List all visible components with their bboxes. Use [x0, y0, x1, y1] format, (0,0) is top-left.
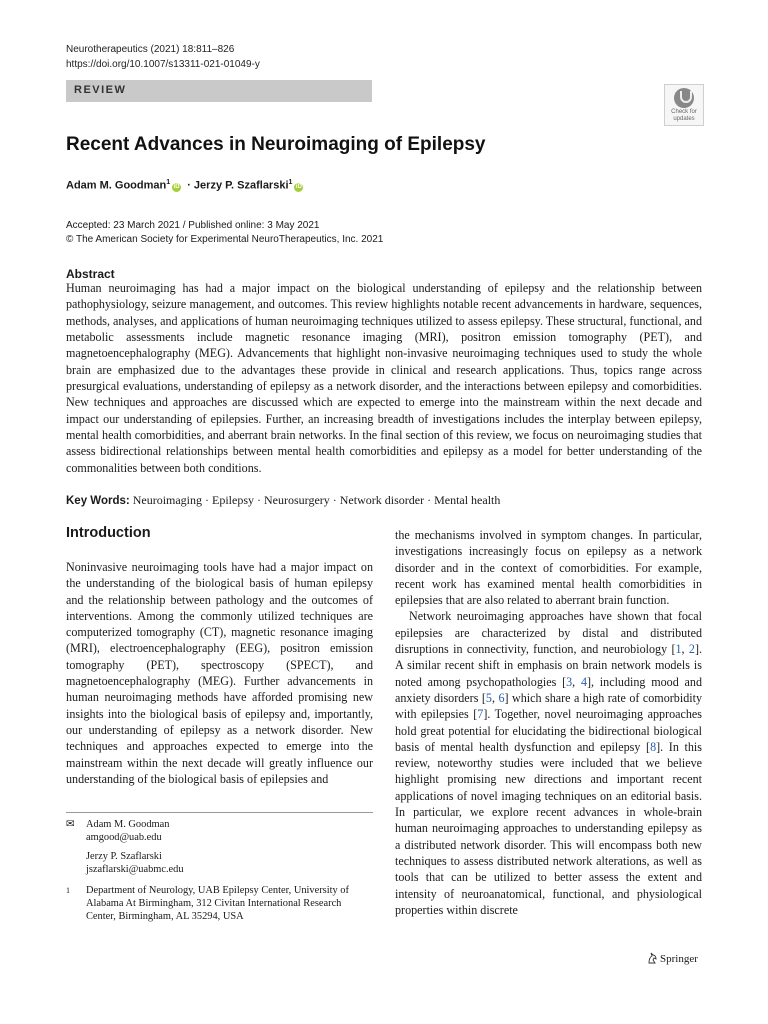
text-run: ]. A similar recent shift in emphasis on brain network models is noted among psychopathologies [ — [395, 642, 702, 689]
contact-block — [66, 818, 373, 876]
affiliation-text: Department of Neurology, UAB Epilepsy Center, University of Alabama At Birmingham, 312 Civitan International Research Center, Birmingham, AL 35294, USA — [86, 885, 349, 922]
citation-link[interactable]: 4 — [580, 674, 587, 689]
author-separator: · — [184, 179, 194, 192]
citation-link[interactable]: 7 — [477, 707, 484, 722]
envelope-icon: ✉ — [66, 819, 75, 830]
dates-line: Accepted: 23 March 2021 / Published online: 3 May 2021 — [66, 220, 320, 231]
abstract-text: Human neuroimaging has had a major impact on the biological understanding of epilepsy and the relationship between pathophysiology, seizure management, and outcomes. This review highlights notable recent advancements in hardware, sequences, methods, analyses, and applications of human neuroimaging techniques utilized to assess epilepsy. These structural, functional, and metabolic assessments include magnetic resonance imaging (MRI), positron emission tomography (PET), and magnetoencephalography (MEG). Advancements that highlight non-invasive neuroimaging techniques used to study the whole brain are emphasized due to the advantages these provide in clinical and research applications. Thus, topics range across presurgical evaluations, understanding of epilepsy as a network disorder, and the interactions between epilepsy and comorbidities. New techniques and approaches are discussed which are expected to emerge into the mainstream within the next decade and impact our understanding of epilepsies. Further, an increasing breadth of investigations includes the interplay between epilepsy, mental health comorbidities, and aberrant brain networks. In the final section of this review, we focus on neuroimaging studies that assess bidirectional relationships between mental health comorbidities and epilepsy as a model for better understanding of the commonalities between both conditions. — [66, 281, 702, 475]
contact-email[interactable]: amgood@uab.edu — [86, 832, 162, 843]
copyright-line: © The American Society for Experimental NeuroTherapeutics, Inc. 2021 — [66, 234, 384, 245]
contact-name: Adam M. Goodman — [86, 819, 170, 830]
text-run: Network neuroimaging approaches have shown that focal epilepsies are characterized by distal and distributed disruptions in connectivity, function, and neurobiology [ — [395, 609, 702, 657]
publisher-logo — [647, 952, 698, 965]
text-run: ], including mood and anxiety disorders [ — [395, 674, 702, 705]
author-affiliation-mark: 1 — [166, 179, 171, 186]
author-name[interactable]: Jerzy P. Szaflarski — [193, 179, 289, 192]
author-list — [66, 179, 306, 192]
journal-citation: Neurotherapeutics (2021) 18:811–826 — [66, 44, 235, 55]
right-column — [395, 527, 702, 918]
citation-link[interactable]: 8 — [650, 739, 657, 754]
journal-meta — [66, 42, 260, 72]
keywords — [66, 493, 500, 508]
intro-paragraph: the mechanisms involved in symptom changes. In particular, investigations increasingly focus on epilepsy as a network disorder and in the context of comorbidities. For example, recent work has examined mental health comorbidities in epilepsies that are also related to aberrant brain function. — [395, 528, 702, 608]
check-updates-line1: Check for — [671, 109, 697, 115]
orcid-icon[interactable]: iD — [173, 183, 180, 190]
footnotes — [66, 818, 373, 923]
keywords-label: Key Words: — [66, 495, 130, 507]
citation-link[interactable]: 5 — [485, 690, 492, 705]
citation-link[interactable]: 2 — [688, 642, 695, 657]
keywords-text: Neuroimaging · Epilepsy · Neurosurgery · Network disorder · Mental health — [132, 493, 501, 507]
author-name[interactable]: Adam M. Goodman — [66, 179, 167, 192]
citation-link[interactable]: 6 — [498, 690, 505, 705]
article-title: Recent Advances in Neuroimaging of Epilepsy — [66, 134, 486, 155]
publisher-name: Springer — [660, 953, 698, 965]
text-run: , — [572, 674, 581, 689]
left-column — [66, 559, 373, 787]
text-run: , — [491, 690, 499, 705]
section-heading-introduction: Introduction — [66, 525, 151, 541]
text-run: ]. Together, novel neuroimaging approaches hold great potential for elucidating the bidirectional biological basis of mental health dysfunction and epilepsy [ — [395, 707, 703, 754]
article-type-label: REVIEW — [74, 84, 127, 96]
doi-link[interactable]: https://doi.org/10.1007/s13311-021-01049-y — [66, 59, 260, 70]
intro-paragraph: Noninvasive neuroimaging tools have had a major impact on the understanding of the biological basis of human epilepsy and the relationship between pathology and the outcomes of interventions. Among the commonly utilized techniques are computerized tomography (CT), magnetic resonance imaging (MRI), electroencephalography (EEG), positron emission tomography (PET), spectroscopy (SPECT), and magnetoencephalography (MEG). Further advancements in human neuroimaging methods have afforded promising new insights into the biological basis of epilepsy and, importantly, our understanding of epilepsy as a network disorder. New techniques and approaches expected to emerge into the mainstream within the next decade will greatly influence our understanding of the biological basis of epilepsies and — [66, 560, 373, 786]
text-run: , — [681, 642, 689, 657]
springer-horse-icon — [647, 952, 657, 964]
text-run: ]. In this review, noteworthy studies were included that we believe highlight promising new directions and important recent applications of novel imaging techniques on an editorial basis. In particular, we explore recent advances in whole-brain human neuroimaging approaches to understanding epilepsy as a distributed network disorder. This will encompass both new techniques to assess distributed network alterations, as well as tools that can be utilized to better assess the extent and intensity of neuroanatomical, functional, and physiological properties within discrete — [395, 739, 702, 917]
author-affiliation-mark: 1 — [288, 179, 293, 186]
check-updates-line2: updates — [673, 115, 695, 122]
check-updates-icon — [674, 88, 694, 108]
publication-dates — [66, 219, 383, 247]
citation-link[interactable]: 3 — [566, 674, 573, 689]
footnote-divider — [66, 812, 373, 813]
article-type-banner — [66, 80, 372, 102]
affiliation-mark: 1 — [66, 886, 70, 895]
contact-name: Jerzy P. Szaflarski — [86, 851, 162, 862]
abstract-heading: Abstract — [66, 267, 115, 281]
orcid-icon[interactable]: iD — [295, 183, 302, 190]
contact-email[interactable]: jszaflarski@uabmc.edu — [86, 864, 184, 875]
intro-paragraph — [395, 608, 702, 918]
affiliation-block — [66, 884, 373, 923]
check-for-updates-button[interactable] — [664, 84, 704, 126]
citation-link[interactable]: 1 — [675, 642, 682, 657]
text-run: ] which share a high rate of comorbidity with epilepsies [ — [395, 690, 703, 722]
